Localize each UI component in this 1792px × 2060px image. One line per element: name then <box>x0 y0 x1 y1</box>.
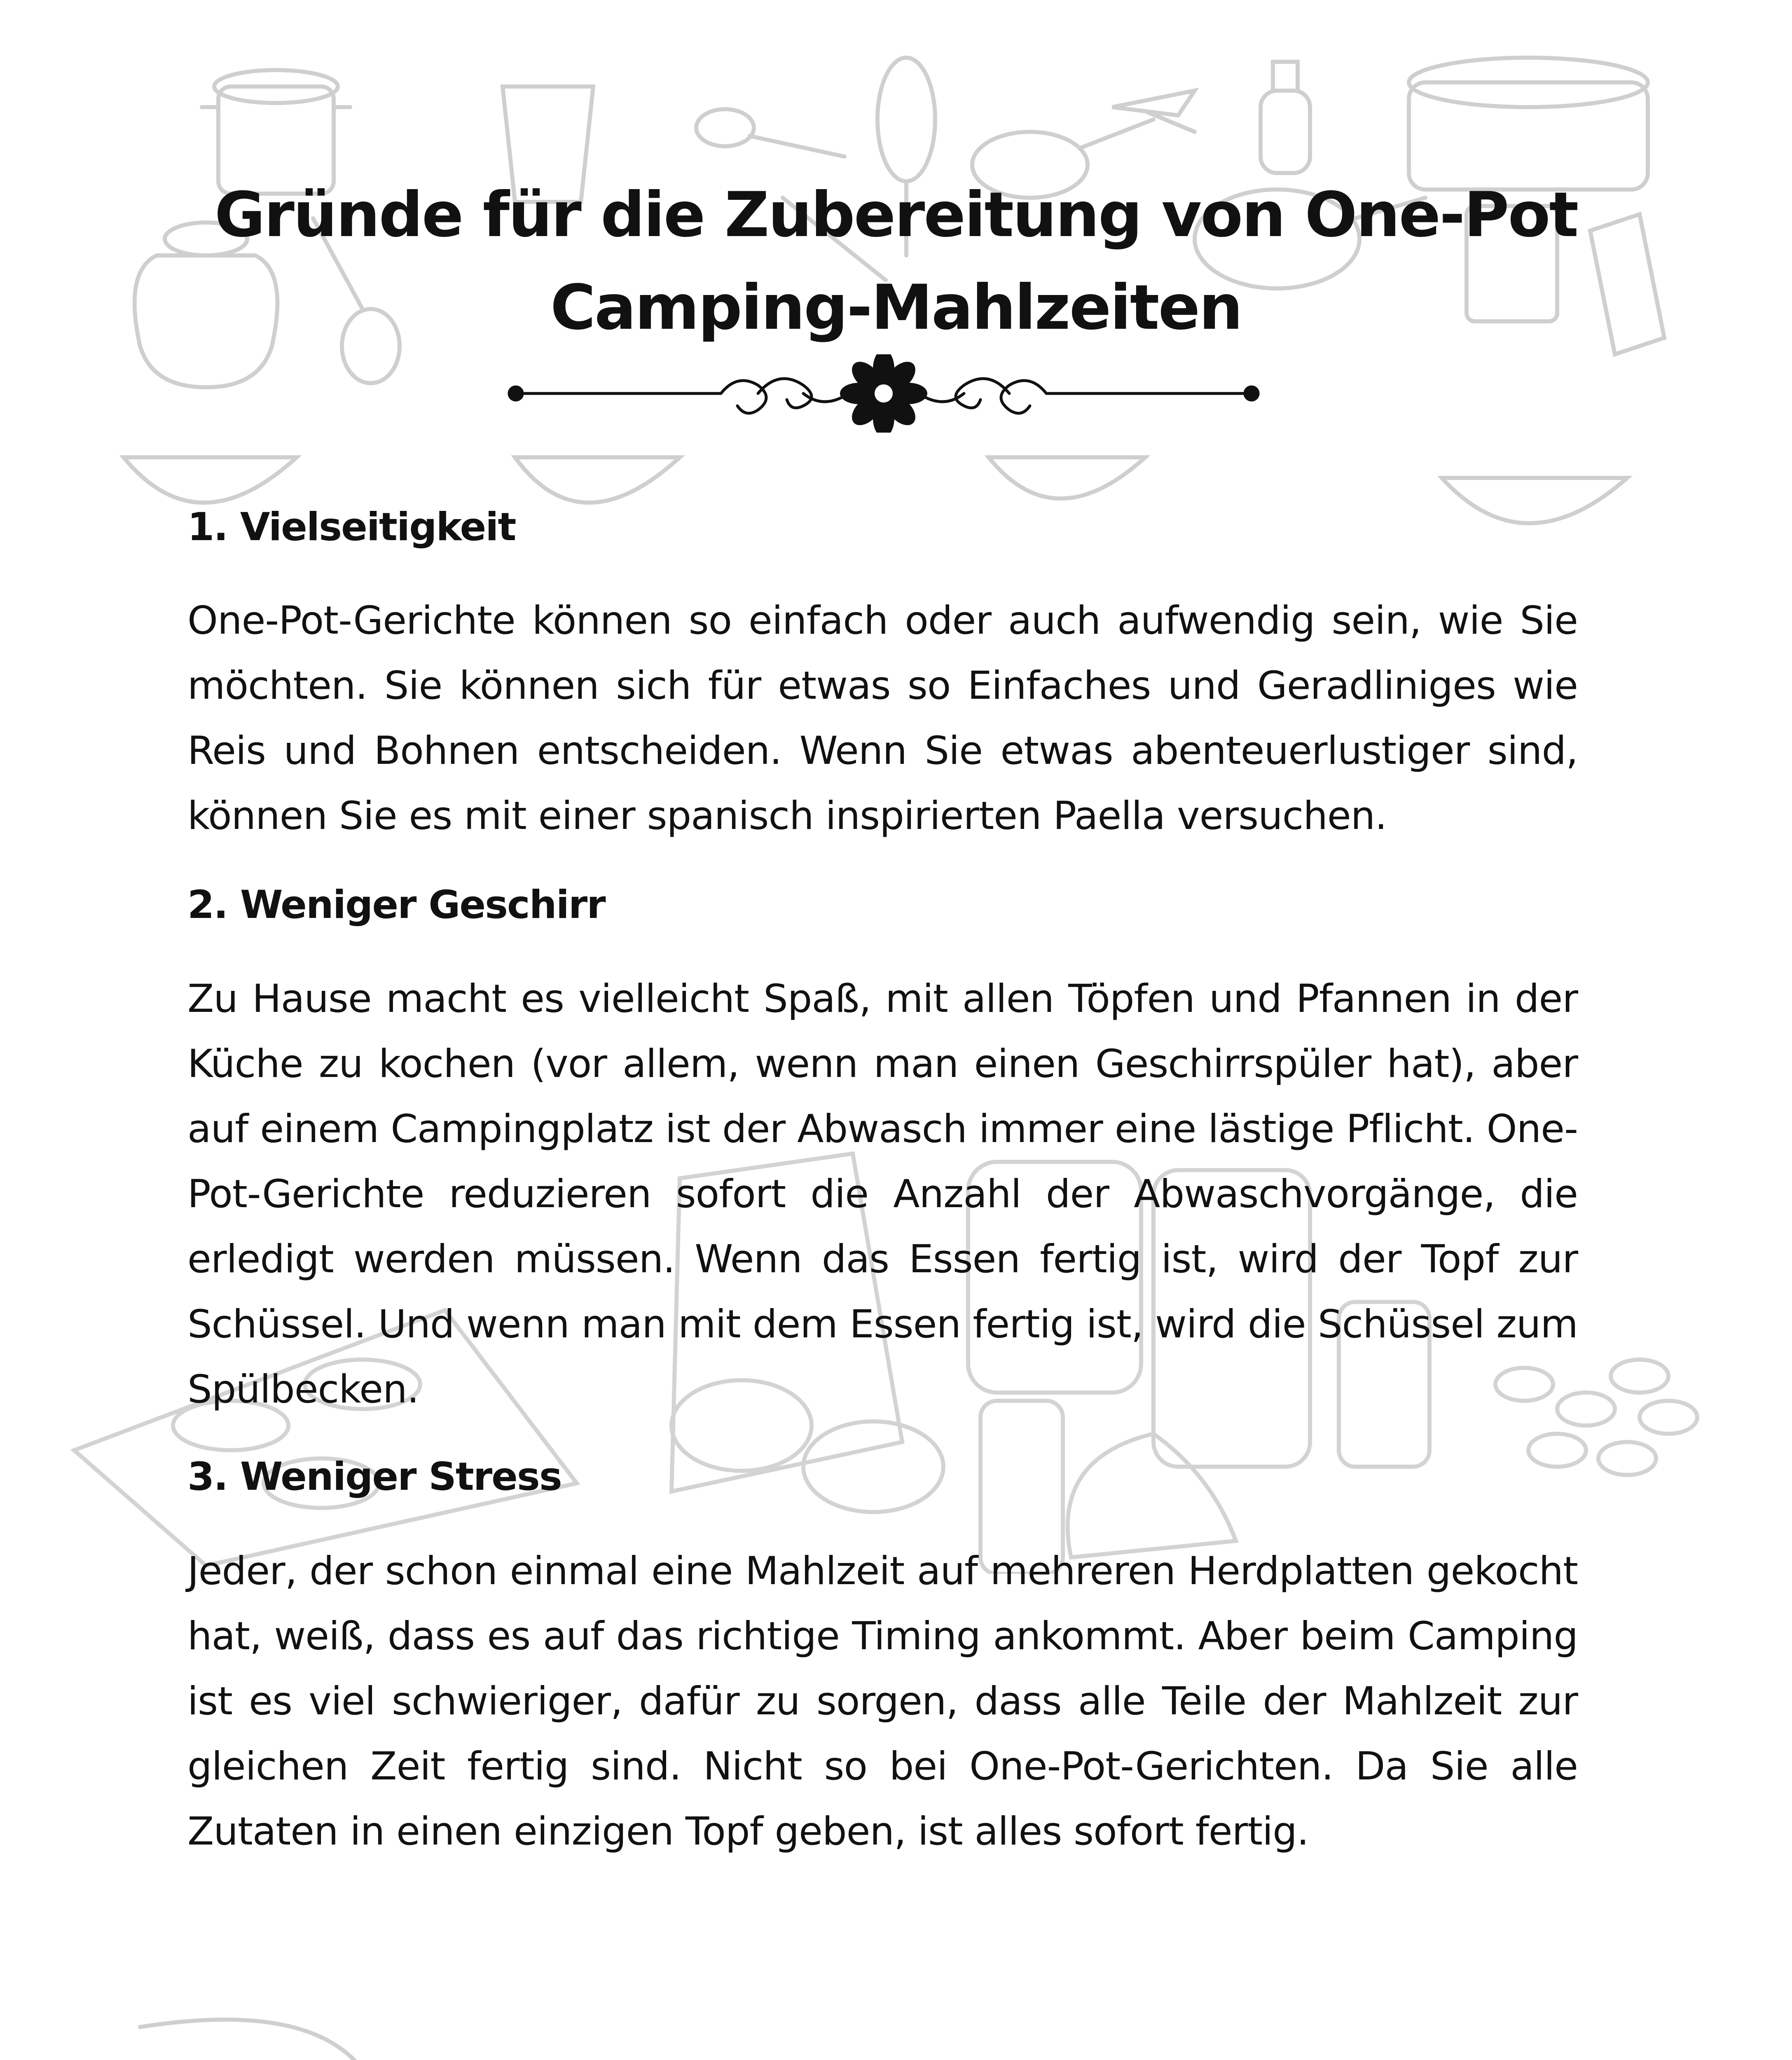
ornamental-divider <box>507 354 1261 433</box>
section-body-vielseitigkeit: One-Pot-Gerichte können so einfach oder auch aufwendig sein, wie Sie möchten. Sie können sich für etwas so Einfaches und Geradliniges wie Reis und Bohnen entscheiden. Wenn Sie etwas abenteuerlustiger sind, können Sie es mit einer spanisch inspirierten Paella versuchen. <box>187 598 1578 838</box>
scroll-ornament-right <box>919 379 1046 413</box>
page-title: Gründe für die Zubereitung von One-Pot Camping-Mahlzeiten <box>214 179 1578 344</box>
scroll-ornament-left <box>721 379 849 413</box>
bottle-icon <box>1261 62 1310 173</box>
section-body-weniger-geschirr: Zu Hause macht es vielleicht Spaß, mit allen Töpfen und Pfannen in der Küche zu kochen (vor allem, wenn man einen Geschirrspüler hat), aber auf einem Campingplatz ist der Abwasch immer eine lästige Pflicht. One-Pot-Gerichte reduzieren sofort die Anzahl der Abwaschvorgänge, die erledigt werden müssen. Wenn das Essen fertig ist, wird der Topf zur Schüssel. Und wenn man mit dem Essen fertig ist, wird die Schüssel zum Spülbecken. <box>187 976 1578 1412</box>
stand-mixer-icon <box>140 2020 428 2060</box>
section-heading-weniger-geschirr: 2. Weniger Geschirr <box>187 883 605 927</box>
section-heading-vielseitigkeit: 1. Vielseitigkeit <box>187 505 516 550</box>
kitchen-doodle-background-bottom <box>0 1994 1792 2060</box>
knife-icon <box>1112 91 1195 132</box>
spoon-icon <box>696 109 845 157</box>
section-heading-weniger-stress: 3. Weniger Stress <box>187 1454 561 1499</box>
flower-icon <box>840 354 927 433</box>
section-body-weniger-stress: Jeder, der schon einmal eine Mahlzeit auf mehreren Herdplatten gekocht hat, weiß, dass es auf das richtige Timing ankommt. Aber beim Camping ist es viel schwieriger, dafür zu sorgen, dass alle Teile der Mahlzeit zur gleichen Zeit fertig sind. Nicht so bei One-Pot-Gerichten. Da Sie alle Zutaten in einen einzigen Topf geben, ist alles sofort fertig. <box>187 1549 1578 1854</box>
